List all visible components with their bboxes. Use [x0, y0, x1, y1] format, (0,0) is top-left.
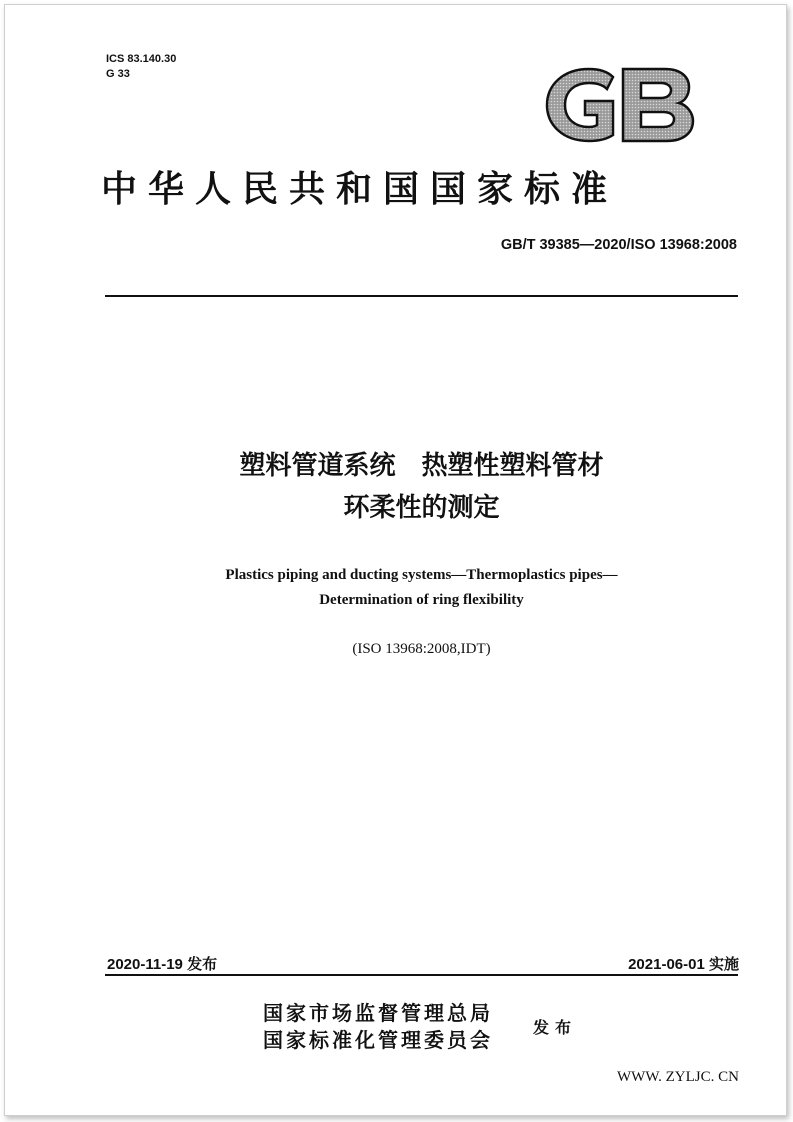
gb-logo-icon [541, 67, 697, 143]
issuing-authorities [263, 1000, 493, 1054]
implementation-date: 2021-06-01 实施 [628, 956, 739, 973]
issuer-line2: 国家标准化管理委员会 [263, 1028, 493, 1052]
english-title-line1: Plastics piping and ducting systems—Thermoplastics pipes— [225, 567, 618, 583]
standard-cover-page [4, 4, 787, 1116]
english-title-line2: Determination of ring flexibility [319, 592, 524, 608]
classification-codes [106, 52, 176, 82]
website-watermark: WWW. ZYLJC. CN [617, 1069, 739, 1085]
national-standard-heading: 中华人民共和国国家标准 [101, 168, 619, 210]
footer-divider [105, 974, 738, 976]
issuer-line1: 国家市场监督管理总局 [263, 1001, 493, 1025]
issue-date: 2020-11-19 发布 [107, 956, 218, 973]
chinese-title-line2: 环柔性的测定 [343, 493, 500, 523]
english-title [105, 563, 738, 613]
ccs-code: G 33 [106, 68, 130, 80]
publish-label: 发布 [533, 1018, 578, 1037]
standard-number: GB/T 39385—2020/ISO 13968:2008 [500, 237, 737, 253]
chinese-title [105, 445, 738, 529]
header-divider [105, 295, 738, 297]
chinese-title-line1: 塑料管道系统 热塑性塑料管材 [239, 451, 604, 481]
ics-code: ICS 83.140.30 [106, 53, 177, 65]
adoption-note: (ISO 13968:2008,IDT) [352, 641, 491, 657]
